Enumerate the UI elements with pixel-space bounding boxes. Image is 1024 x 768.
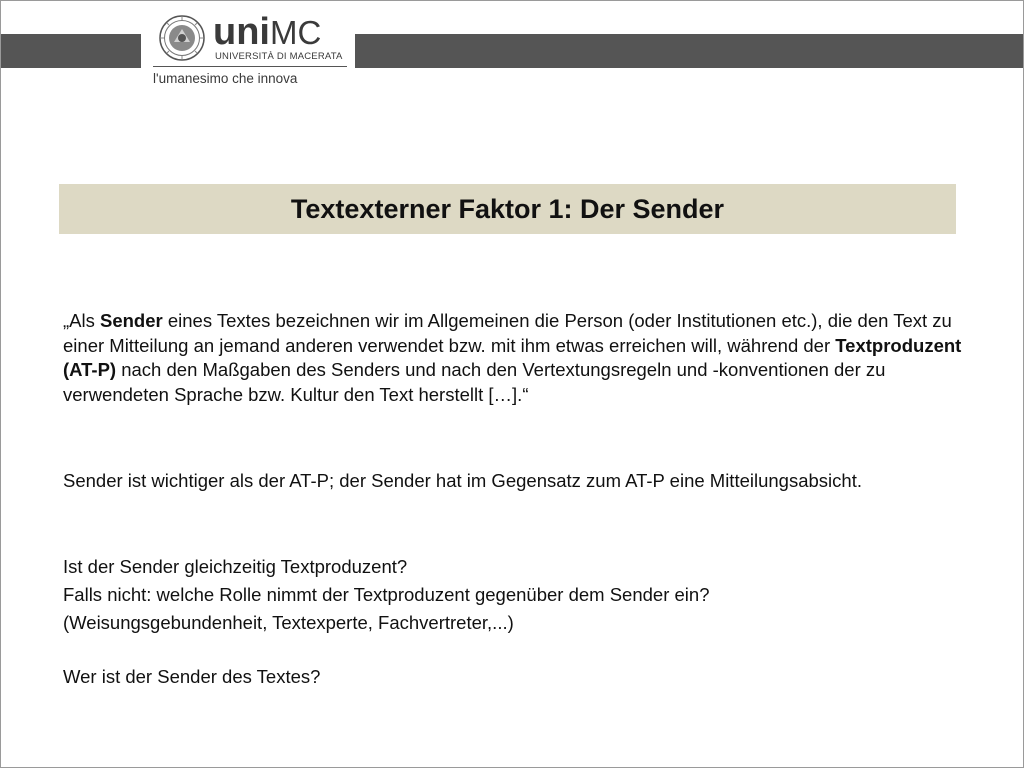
header-bar-right xyxy=(355,34,1023,68)
logo-wordmark: uniMC xyxy=(213,11,322,53)
question-line: Falls nicht: welche Rolle nimmt der Textproduzent gegenüber dem Sender ein? xyxy=(63,584,710,605)
term-textproduzent: Textproduzent (AT-P) xyxy=(63,334,962,380)
slide-title: Textexterner Faktor 1: Der Sender xyxy=(290,193,725,224)
university-seal-icon xyxy=(159,15,205,61)
quote-paragraph: „Als Sender eines Textes bezeichnen wir im Allgemeinen die Person (oder Institutionen etc.), die den Text zu einer Mitteilung an jemand anderen verwendet bzw. mit ihm etwas erreichen will, während der Textproduzent (AT-P) nach den Maßgaben des Senders und nach den Vertextungsregeln und -konventionen der zu verwendeten Sprache bzw. Kultur den Text herstellt […].“ xyxy=(63,310,962,405)
header-bar-left xyxy=(1,34,141,68)
statement-paragraph: Sender ist wichtiger als der AT-P; der Sender hat im Gegensatz zum AT-P eine Mitteilungsabsicht. xyxy=(63,470,862,491)
question-line: (Weisungsgebundenheit, Textexperte, Fachvertreter,...) xyxy=(63,612,514,633)
university-logo xyxy=(151,1,349,93)
logo-divider xyxy=(153,66,347,67)
logo-tagline: l'umanesimo che innova xyxy=(153,71,298,86)
questions-block xyxy=(63,553,963,637)
final-question: Wer ist der Sender des Textes? xyxy=(63,666,321,687)
question-line: Ist der Sender gleichzeitig Textproduzent? xyxy=(63,556,408,577)
term-sender: Sender xyxy=(100,310,163,331)
logo-subtitle: UNIVERSITÀ DI MACERATA xyxy=(215,51,343,62)
title-band xyxy=(59,184,956,234)
